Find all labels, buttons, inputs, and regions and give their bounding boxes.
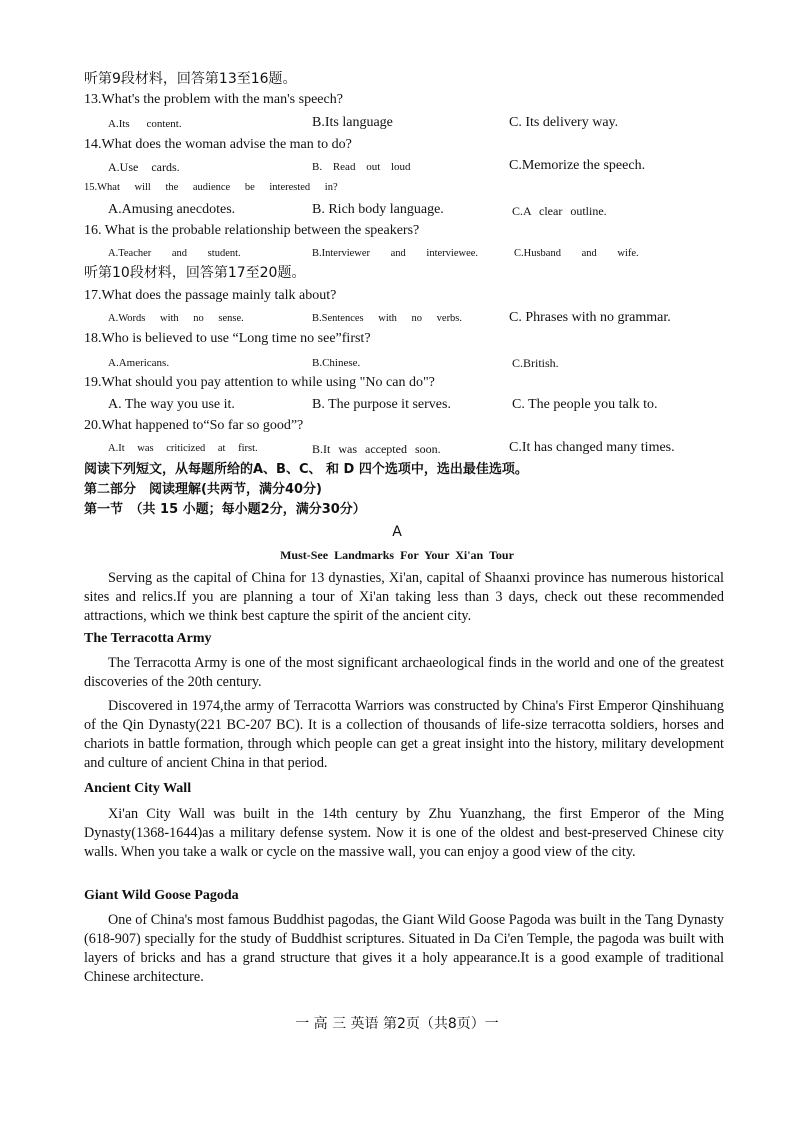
q15-stem: 15.What will the audience be interested in?: [84, 182, 338, 193]
q14-option-a: A.Use cards.: [108, 160, 180, 174]
q16-option-b: B.Interviewer and interviewee.: [312, 248, 479, 259]
q18-option-b: B.Chinese.: [312, 357, 361, 369]
passage-letter: A: [392, 524, 402, 540]
q14-stem: 14.What does the woman advise the man to do?: [84, 137, 352, 152]
terracotta-paragraph-2: Discovered in 1974,the army of Terracotta Warriors was constructed by China's First Emperor Qinshihuang of the Qin Dynasty(221 BC-207 BC). It is a collection of thousands of life-size terracotta soldiers, horses and chariots in battle formation, through which people can get a great insight into the history, military development and culture of ancient China in that period.: [84, 698, 724, 771]
q20-option-a: A.It was criticized at first.: [108, 443, 258, 454]
q14-option-c: C.Memorize the speech.: [509, 158, 646, 173]
q19-option-a: A. The way you use it.: [108, 397, 235, 412]
q16-option-c: C.Husband and wife.: [514, 248, 639, 259]
q20-stem: 20.What happened to“So far so good”?: [84, 418, 304, 433]
q13-option-b: B.Its language: [312, 115, 393, 130]
q19-option-b: B. The purpose it serves.: [312, 397, 451, 412]
terracotta-paragraph-1: The Terracotta Army is one of the most significant archaeological finds in the world and one of the greatest discoveries of the 20th century.: [84, 655, 724, 690]
q19-stem: 19.What should you pay attention to while using "No can do"?: [84, 375, 435, 390]
q13-option-a: A.Its content.: [108, 118, 182, 130]
city-wall-paragraph: Xi'an City Wall was built in the 14th century by Zhu Yuanzhang, the first Emperor of the Ming Dynasty(1368-1644)as a military defense system. Now it is one of the oldest and best-preserved Chinese city walls. When you take a walk or cycle on the massive wall, you can enjoy a good view of the city.: [84, 806, 724, 860]
q13-stem: 13.What's the problem with the man's speech?: [84, 92, 343, 107]
q20-option-c: C.It has changed many times.: [509, 440, 675, 455]
terracotta-heading: The Terracotta Army: [84, 631, 212, 646]
section-9-heading: 听第9段材料，回答第13至16题。: [84, 71, 297, 87]
page-footer: 一 高 三 英语 第2页（共8页）一: [295, 1016, 499, 1032]
q20-option-b: B.It was accepted soon.: [312, 442, 441, 456]
q16-stem: 16. What is the probable relationship between the speakers?: [84, 223, 420, 238]
q13-option-c: C. Its delivery way.: [509, 115, 619, 130]
section-one-heading: 第一节 （共 15 小题；每小题2分，满分30分）: [84, 502, 366, 517]
passage-title: Must-See Landmarks For Your Xi'an Tour: [280, 548, 514, 562]
q17-option-a: A.Words with no sense.: [108, 313, 244, 324]
q18-option-c: C.British.: [512, 356, 559, 370]
q18-option-a: A.Americans.: [108, 357, 170, 369]
city-wall-heading: Ancient City Wall: [84, 781, 192, 796]
q17-option-b: B.Sentences with no verbs.: [312, 313, 463, 324]
q15-option-c: C.A clear outline.: [512, 204, 607, 218]
intro-paragraph: Serving as the capital of China for 13 dynasties, Xi'an, capital of Shaanxi province has numerous historical sites and relics.If you are planning a tour of Xi'an taking less than 3 days, check out these recommended attractions, which we think best capture the spirit of the ancient city.: [84, 570, 724, 624]
q15-option-b: B. Rich body language.: [312, 202, 444, 217]
q15-option-a: A.Amusing anecdotes.: [108, 202, 236, 217]
q16-option-a: A.Teacher and student.: [108, 248, 241, 259]
q18-stem: 18.Who is believed to use “Long time no see”first?: [84, 331, 371, 346]
q17-stem: 17.What does the passage mainly talk about?: [84, 288, 337, 303]
q14-option-b: B. Read out loud: [312, 161, 411, 173]
q19-option-c: C. The people you talk to.: [512, 397, 658, 412]
q17-option-c: C. Phrases with no grammar.: [509, 310, 671, 325]
reading-instructions: 阅读下列短文，从每题所给的A、B、C、 和 D 四个选项中，选出最佳选项。: [84, 462, 528, 477]
part-two-heading: 第二部分 阅读理解(共两节，满分40分): [84, 482, 322, 497]
pagoda-paragraph: One of China's most famous Buddhist pagodas, the Giant Wild Goose Pagoda was built in the Tang Dynasty (618-907) specially for the study of Buddhist scriptures. Situated in Da Ci'en Temple, the pagoda was built with layers of bricks and has a grand structure that gives it a holy appearance.It is a good example of traditional Chinese architecture.: [84, 912, 724, 985]
pagoda-heading: Giant Wild Goose Pagoda: [84, 888, 239, 903]
section-10-heading: 听第10段材料，回答第17至20题。: [84, 265, 306, 281]
